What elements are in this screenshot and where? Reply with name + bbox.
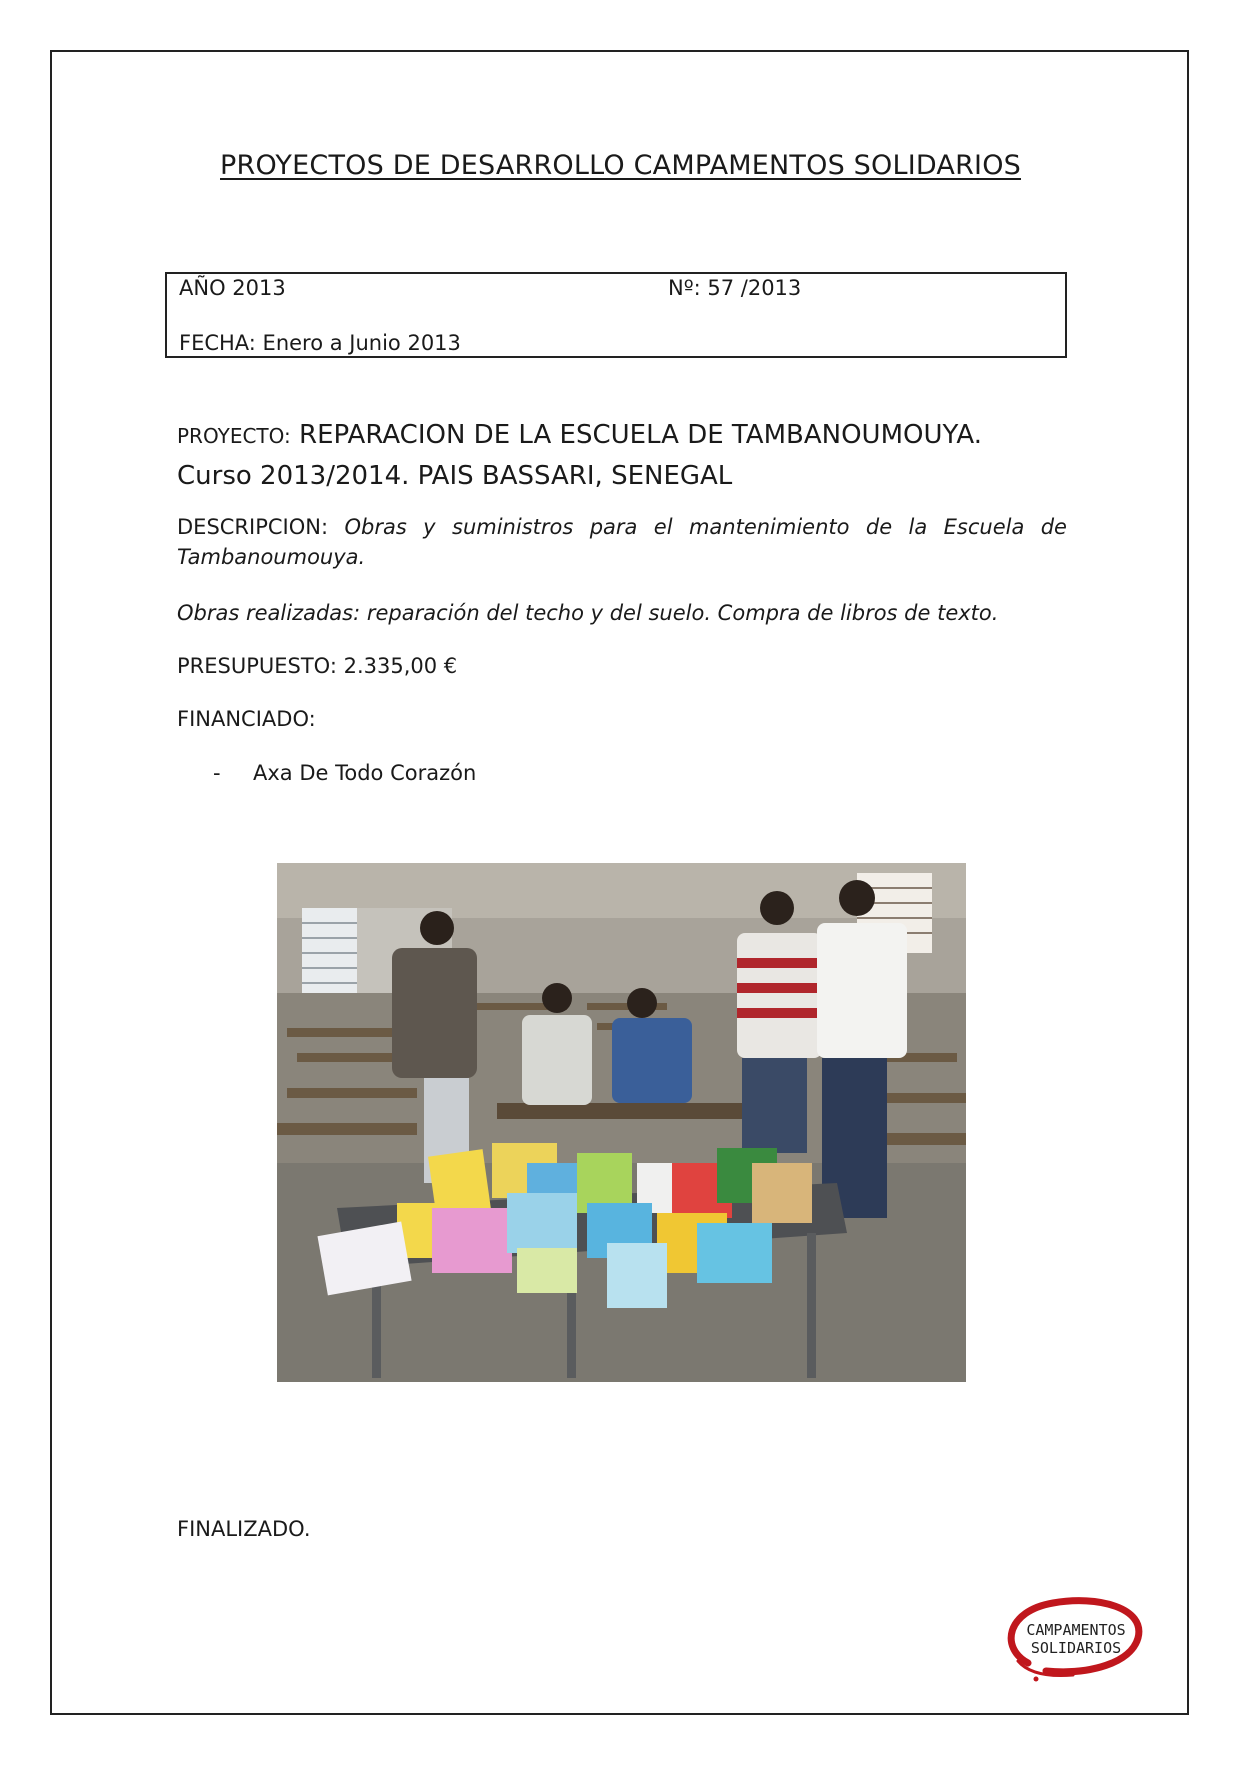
works-paragraph: Obras realizadas: reparación del techo y del suelo. Compra de libros de texto. (177, 601, 999, 625)
funder-name: Axa De Todo Corazón (253, 761, 477, 785)
logo-line2: SOLIDARIOS (1030, 1639, 1122, 1657)
project-number-field: Nº: 57 /2013 (668, 276, 802, 300)
project-name-line2: Curso 2013/2014. PAIS BASSARI, SENEGAL (177, 461, 733, 491)
school-books-photo (277, 863, 966, 1382)
document-title: PROYECTOS DE DESARROLLO CAMPAMENTOS SOLIDARIOS (220, 150, 1021, 181)
description-paragraph (177, 512, 1067, 572)
year-field: AÑO 2013 (179, 276, 286, 300)
description-text: Obras y suministros para el mantenimiento de la Escuela de Tambanoumouya. (177, 515, 1067, 569)
project-info-box (165, 272, 1067, 358)
project-heading (177, 415, 1067, 496)
logo-graphic (998, 1593, 1148, 1685)
photo-illustration (277, 863, 966, 1382)
funded-label: FINANCIADO: (177, 707, 316, 731)
project-label: PROYECTO: (177, 424, 291, 448)
status-line: FINALIZADO. (177, 1517, 311, 1541)
campamentos-solidarios-logo (998, 1593, 1148, 1685)
project-name-line1: REPARACION DE LA ESCUELA DE TAMBANOUMOUYA. (299, 420, 982, 450)
date-field: FECHA: Enero a Junio 2013 (179, 331, 461, 355)
budget-line: PRESUPUESTO: 2.335,00 € (177, 654, 458, 678)
funder-list-item (213, 758, 476, 788)
list-bullet: - (213, 761, 221, 785)
logo-line1: CAMPAMENTOS (1026, 1621, 1126, 1639)
description-label: DESCRIPCION: (177, 515, 329, 539)
